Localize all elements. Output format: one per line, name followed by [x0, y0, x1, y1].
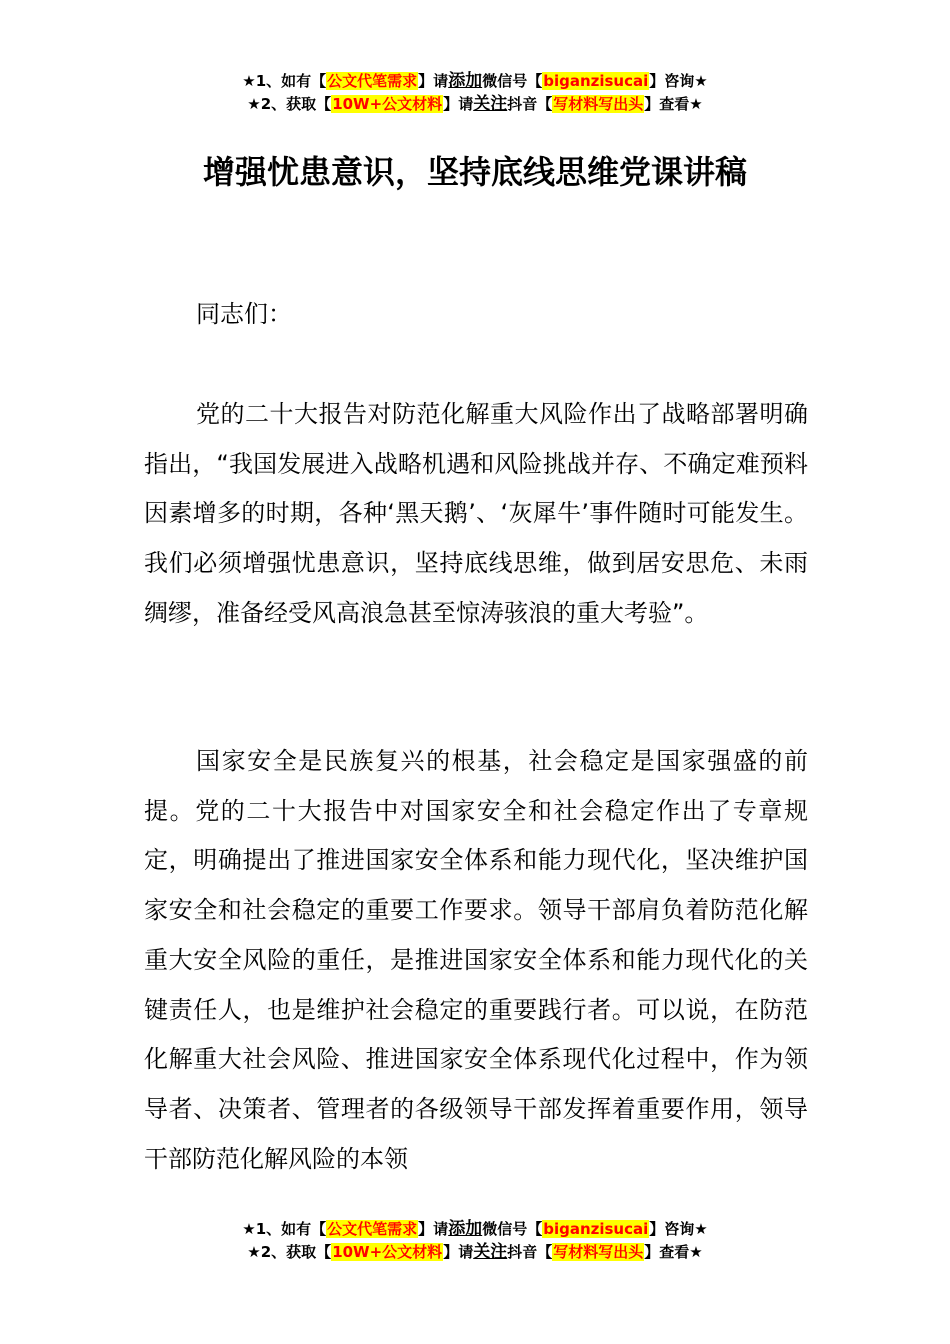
banner-text: 】咨询★ [649, 1220, 708, 1238]
banner-underline-follow: 关注 [473, 1242, 508, 1262]
banner-underline-add: 添加 [448, 71, 483, 91]
banner-text: 】查看★ [644, 95, 703, 113]
banner-text: 微信号【 [482, 1220, 543, 1238]
banner-highlight-materials: 10W+公文材料 [332, 1243, 443, 1261]
footer-banner-line-2 [0, 1241, 950, 1264]
banner-highlight-service: 公文代笔需求 [327, 72, 418, 90]
header-banner [0, 70, 950, 116]
paragraph-1: 党的二十大报告对防范化解重大风险作出了战略部署明确指出，“我国发展进入战略机遇和风险挑战并存、不确定难预料因素增多的时期，各种‘黑天鹅’、‘灰犀牛’事件随时可能发生。我们必须增强忧患意识，坚持底线思维，做到居安思危、未雨绸缪，准备经受风高浪急甚至惊涛骇浪的重大考验”。 [144, 400, 808, 627]
banner-text: ★1、如有【 [242, 72, 327, 90]
banner-underline-add: 添加 [448, 1219, 483, 1239]
banner-text: 】咨询★ [649, 72, 708, 90]
banner-highlight-wechat-id: biganzisucai [543, 1220, 649, 1238]
paragraph-2: 国家安全是民族复兴的根基，社会稳定是国家强盛的前提。党的二十大报告中对国家安全和社会稳定作出了专章规定，明确提出了推进国家安全体系和能力现代化，坚决维护国家安全和社会稳定的重要工作要求。领导干部肩负着防范化解重大安全风险的重任，是推进国家安全体系和能力现代化的关键责任人，也是维护社会稳定的重要践行者。可以说，在防范化解重大社会风险、推进国家安全体系现代化过程中，作为领导者、决策者、管理者的各级领导干部发挥着重要作用，领导干部防范化解风险的本领 [144, 747, 808, 1173]
header-banner-line-2 [0, 93, 950, 116]
footer-banner [0, 1218, 950, 1264]
banner-text: 抖音【 [507, 95, 553, 113]
footer-banner-line-1 [0, 1218, 950, 1241]
banner-highlight-douyin-id: 写材料写出头 [553, 95, 644, 113]
banner-text: 微信号【 [482, 72, 543, 90]
banner-text: 】请 [443, 95, 474, 113]
banner-text: 】查看★ [644, 1243, 703, 1261]
banner-text: 抖音【 [507, 1243, 553, 1261]
banner-highlight-service: 公文代笔需求 [327, 1220, 418, 1238]
greeting: 同志们： [196, 300, 292, 328]
header-banner-line-1 [0, 70, 950, 93]
banner-text: 】请 [418, 72, 449, 90]
banner-text: ★1、如有【 [242, 1220, 327, 1238]
banner-highlight-wechat-id: biganzisucai [543, 72, 649, 90]
banner-text: 】请 [443, 1243, 474, 1261]
banner-highlight-douyin-id: 写材料写出头 [553, 1243, 644, 1261]
banner-text: 】请 [418, 1220, 449, 1238]
banner-text: ★2、获取【 [247, 95, 332, 113]
banner-highlight-materials: 10W+公文材料 [332, 95, 443, 113]
banner-underline-follow: 关注 [473, 94, 508, 114]
banner-text: ★2、获取【 [247, 1243, 332, 1261]
document-title: 增强忧患意识，坚持底线思维党课讲稿 [202, 153, 747, 191]
